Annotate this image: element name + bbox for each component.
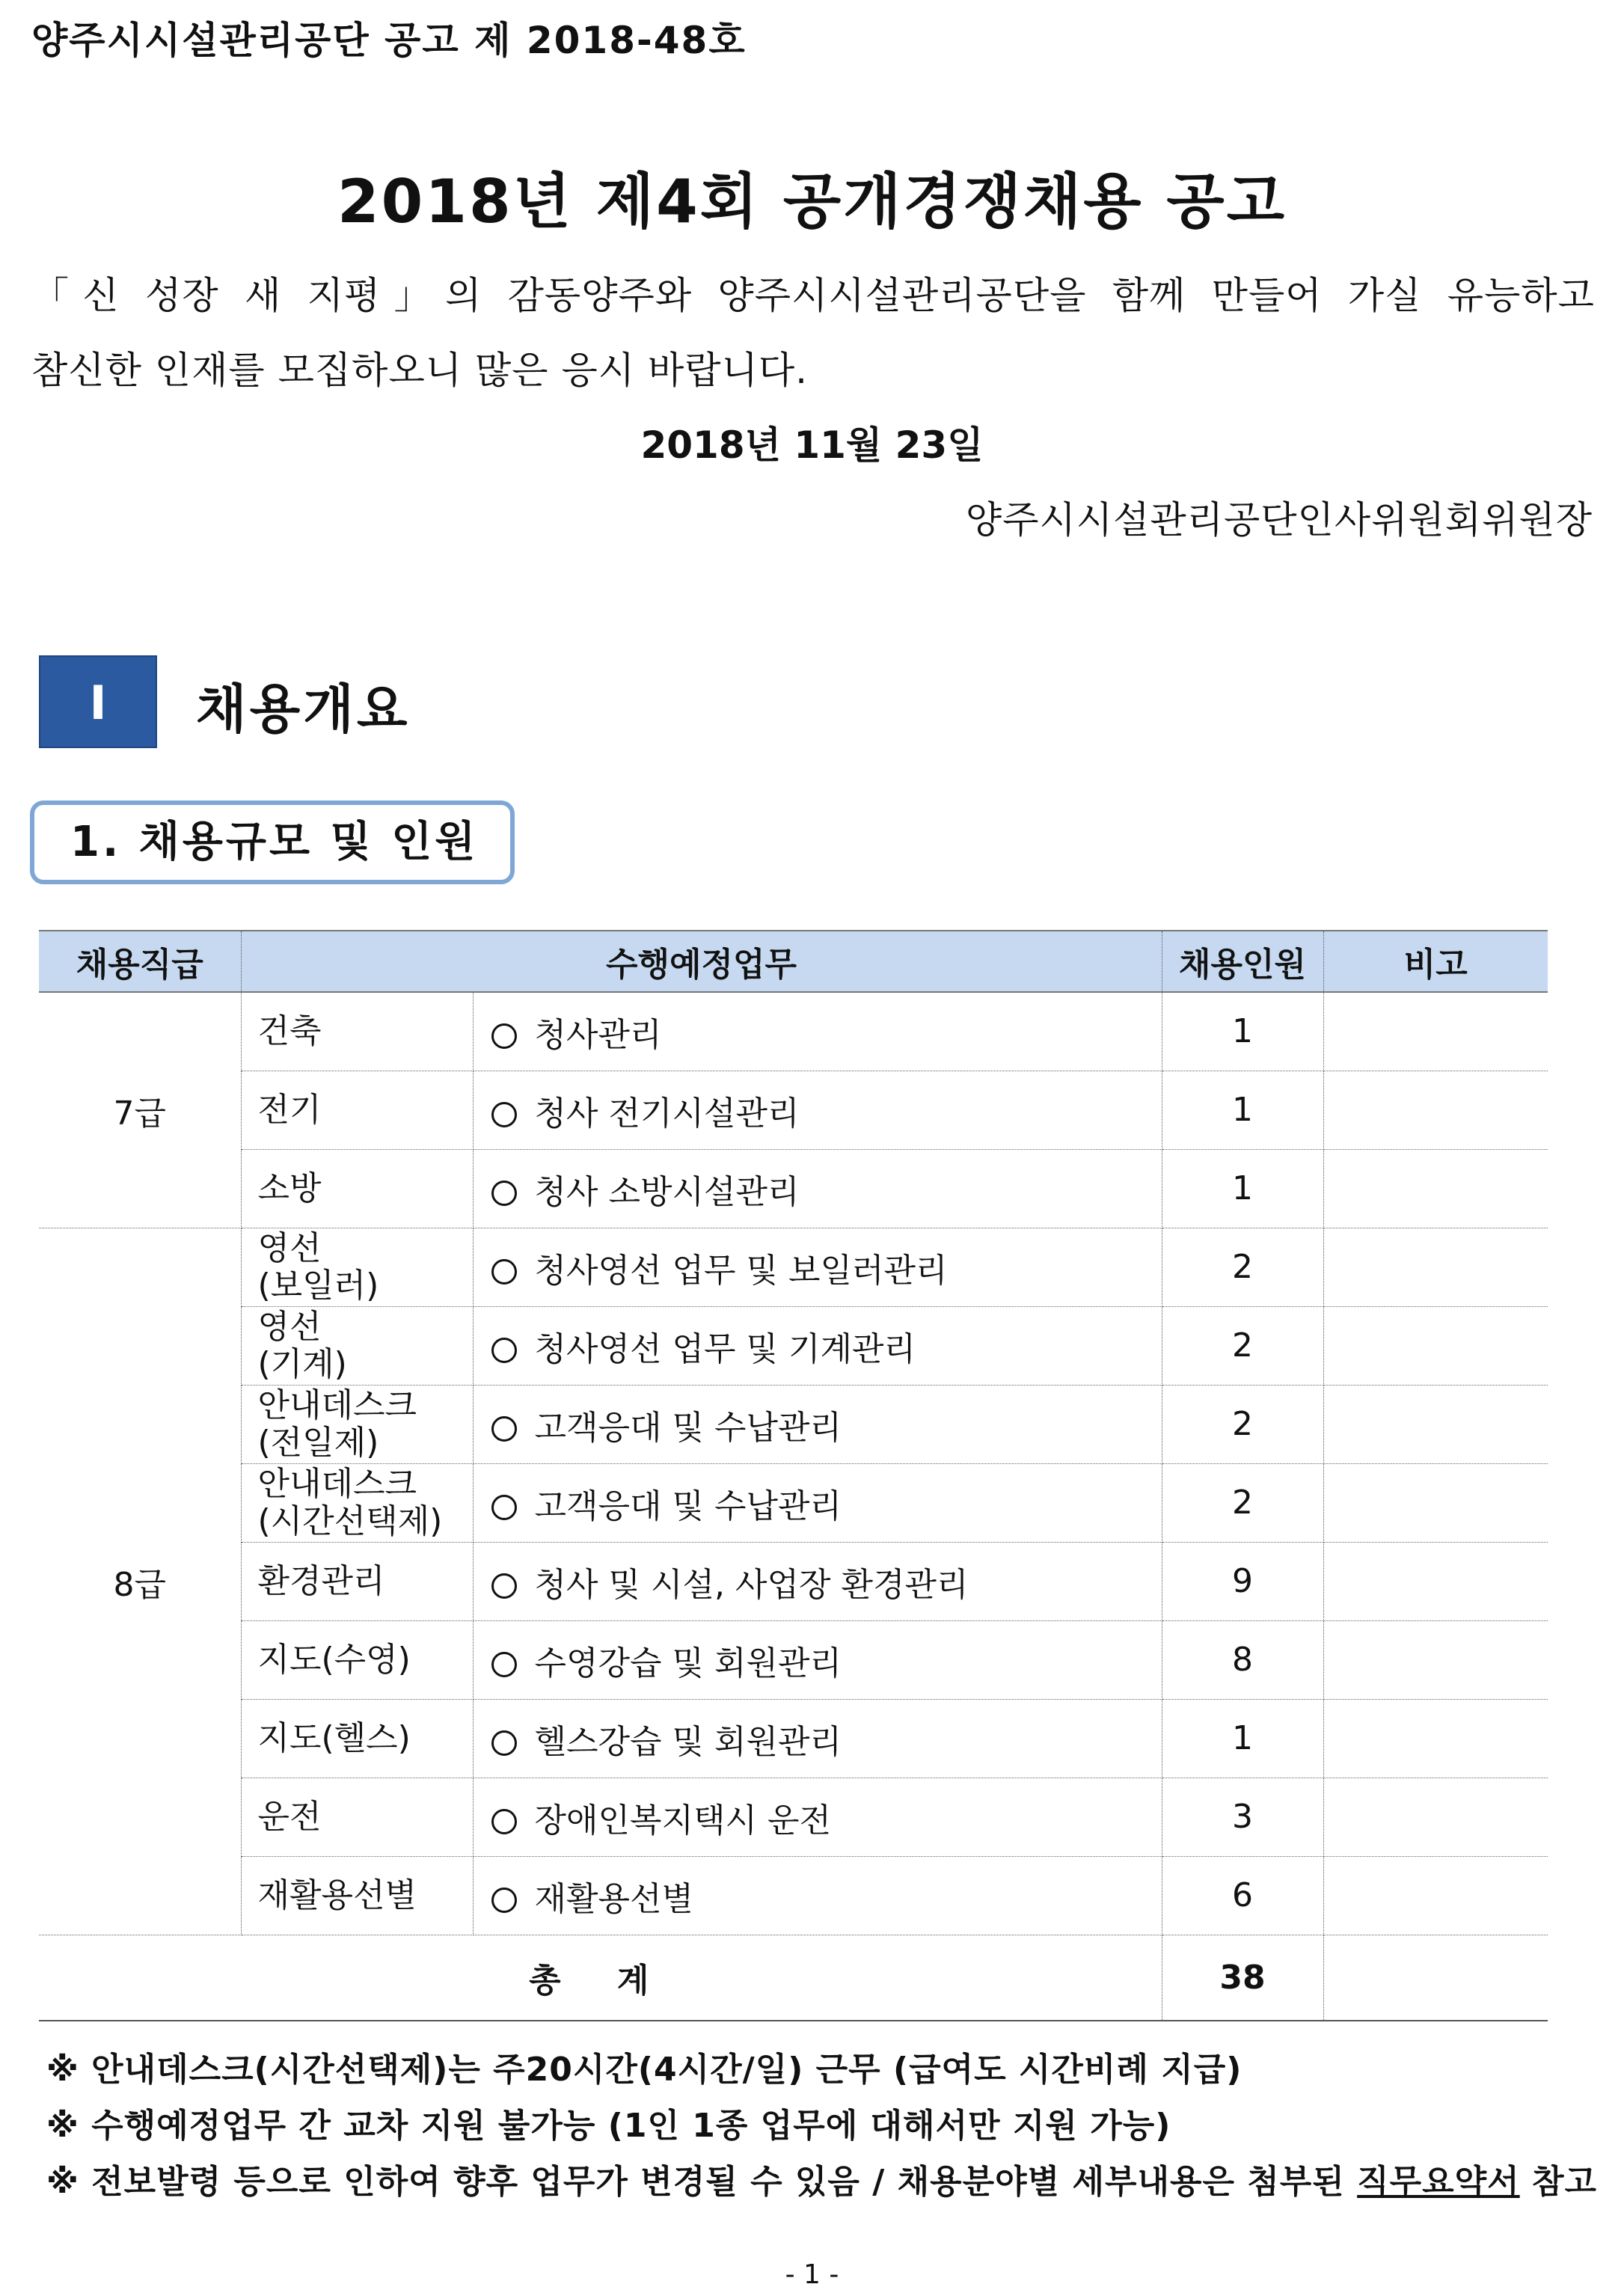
note-cell: [1323, 1149, 1548, 1228]
position-cell: 지도(수영): [241, 1620, 473, 1699]
header-task: 수행예정업무: [241, 931, 1162, 992]
position-cell: 재활용선별: [241, 1856, 473, 1935]
count-cell: 3: [1162, 1778, 1323, 1856]
announcement-date: 2018년 11월 23일: [640, 423, 984, 467]
count-cell: 2: [1162, 1228, 1323, 1306]
table-row: [39, 1385, 1548, 1463]
circle-bullet-icon: [491, 1809, 517, 1834]
note-2: ※ 수행예정업무 간 교차 지원 불가능 (1인 1종 업무에 대해서만 지원 가능): [46, 2107, 1171, 2145]
count-cell: 6: [1162, 1856, 1323, 1935]
note-cell: [1323, 1620, 1548, 1699]
circle-bullet-icon: [491, 1023, 517, 1049]
task-cell: 청사 전기시설관리: [473, 1071, 1162, 1149]
intro-line-2: 참신한 인재를 모집하오니 많은 응시 바랍니다.: [31, 349, 809, 392]
note-1: ※ 안내데스크(시간선택제)는 주20시간(4시간/일) 근무 (급여도 시간비례 지급): [46, 2051, 1242, 2089]
note-cell: [1323, 1699, 1548, 1778]
count-cell: 2: [1162, 1306, 1323, 1385]
grade-7-cell: 7급: [39, 992, 241, 1228]
task-cell: 고객응대 및 수납관리: [473, 1463, 1162, 1542]
task-cell: 청사 및 시설, 사업장 환경관리: [473, 1542, 1162, 1620]
table-row: [39, 1463, 1548, 1542]
circle-bullet-icon: [491, 1888, 517, 1913]
table-row: [39, 1856, 1548, 1935]
document-title: 2018년 제4회 공개경쟁채용 공고: [337, 167, 1287, 236]
position-cell: 운전: [241, 1778, 473, 1856]
task-cell: 헬스강습 및 회원관리: [473, 1699, 1162, 1778]
task-cell: 청사영선 업무 및 기계관리: [473, 1306, 1162, 1385]
count-cell: 1: [1162, 1149, 1323, 1228]
count-cell: 2: [1162, 1463, 1323, 1542]
total-label: 총 계: [39, 1935, 1162, 2021]
issuer: 양주시시설관리공단인사위원회위원장: [965, 498, 1593, 542]
circle-bullet-icon: [491, 1181, 517, 1206]
table-header-row: [39, 931, 1548, 992]
circle-bullet-icon: [491, 1338, 517, 1363]
note-cell: [1323, 1778, 1548, 1856]
position-cell: 지도(헬스): [241, 1699, 473, 1778]
total-note: [1323, 1935, 1548, 2021]
circle-bullet-icon: [491, 1730, 517, 1756]
table-row: [39, 1620, 1548, 1699]
note-3: ※ 전보발령 등으로 인하여 향후 업무가 변경될 수 있음 / 채용분야별 세부내용은 첨부된 직무요약서 참고: [46, 2163, 1597, 2201]
note-cell: [1323, 1228, 1548, 1306]
task-cell: 청사관리: [473, 992, 1162, 1071]
task-cell: 청사영선 업무 및 보일러관리: [473, 1228, 1162, 1306]
position-cell: 건축: [241, 992, 473, 1071]
circle-bullet-icon: [491, 1102, 517, 1127]
subsection-title: 1. 채용규모 및 인원: [30, 800, 515, 884]
task-cell: 고객응대 및 수납관리: [473, 1385, 1162, 1463]
total-row: [39, 1935, 1548, 2021]
job-summary-reference: 직무요약서: [1357, 2163, 1520, 2201]
position-cell: 영선 (기계): [241, 1306, 473, 1385]
table-row: [39, 1071, 1548, 1149]
note-cell: [1323, 1542, 1548, 1620]
section-title: 채용개요: [196, 679, 411, 740]
count-cell: 1: [1162, 1699, 1323, 1778]
task-cell: 청사 소방시설관리: [473, 1149, 1162, 1228]
note-cell: [1323, 1856, 1548, 1935]
circle-bullet-icon: [491, 1416, 517, 1442]
position-cell: 영선 (보일러): [241, 1228, 473, 1306]
note-cell: [1323, 1306, 1548, 1385]
count-cell: 2: [1162, 1385, 1323, 1463]
circle-bullet-icon: [491, 1573, 517, 1599]
count-cell: 1: [1162, 992, 1323, 1071]
section-number-box: I: [39, 655, 157, 748]
count-cell: 8: [1162, 1620, 1323, 1699]
task-cell: 재활용선별: [473, 1856, 1162, 1935]
position-cell: 소방: [241, 1149, 473, 1228]
header-count: 채용인원: [1162, 931, 1323, 992]
note-cell: [1323, 992, 1548, 1071]
intro-line-1: 「신 성장 새 지평」의 감동양주와 양주시시설관리공단을 함께 만들어 가실 유능하고: [31, 274, 1595, 317]
grade-8-cell: 8급: [39, 1228, 241, 1935]
header-grade: 채용직급: [39, 931, 241, 992]
header-note: 비고: [1323, 931, 1548, 992]
table-row: [39, 1778, 1548, 1856]
page-number: - 1 -: [785, 2259, 839, 2290]
notice-number: 양주시시설관리공단 공고 제 2018-48호: [31, 19, 747, 62]
table-row: [39, 1306, 1548, 1385]
circle-bullet-icon: [491, 1259, 517, 1285]
circle-bullet-icon: [491, 1652, 517, 1677]
task-cell: 장애인복지택시 운전: [473, 1778, 1162, 1856]
note-cell: [1323, 1071, 1548, 1149]
table-row: [39, 1542, 1548, 1620]
recruitment-table: [39, 930, 1548, 2021]
table-row: [39, 1699, 1548, 1778]
note-cell: [1323, 1463, 1548, 1542]
position-cell: 안내데스크 (시간선택제): [241, 1463, 473, 1542]
circle-bullet-icon: [491, 1495, 517, 1520]
task-cell: 수영강습 및 회원관리: [473, 1620, 1162, 1699]
count-cell: 9: [1162, 1542, 1323, 1620]
position-cell: 안내데스크 (전일제): [241, 1385, 473, 1463]
table-row: [39, 992, 1548, 1071]
position-cell: 환경관리: [241, 1542, 473, 1620]
note-cell: [1323, 1385, 1548, 1463]
table-row: [39, 1228, 1548, 1306]
count-cell: 1: [1162, 1071, 1323, 1149]
total-count: 38: [1162, 1935, 1323, 2021]
position-cell: 전기: [241, 1071, 473, 1149]
table-row: [39, 1149, 1548, 1228]
